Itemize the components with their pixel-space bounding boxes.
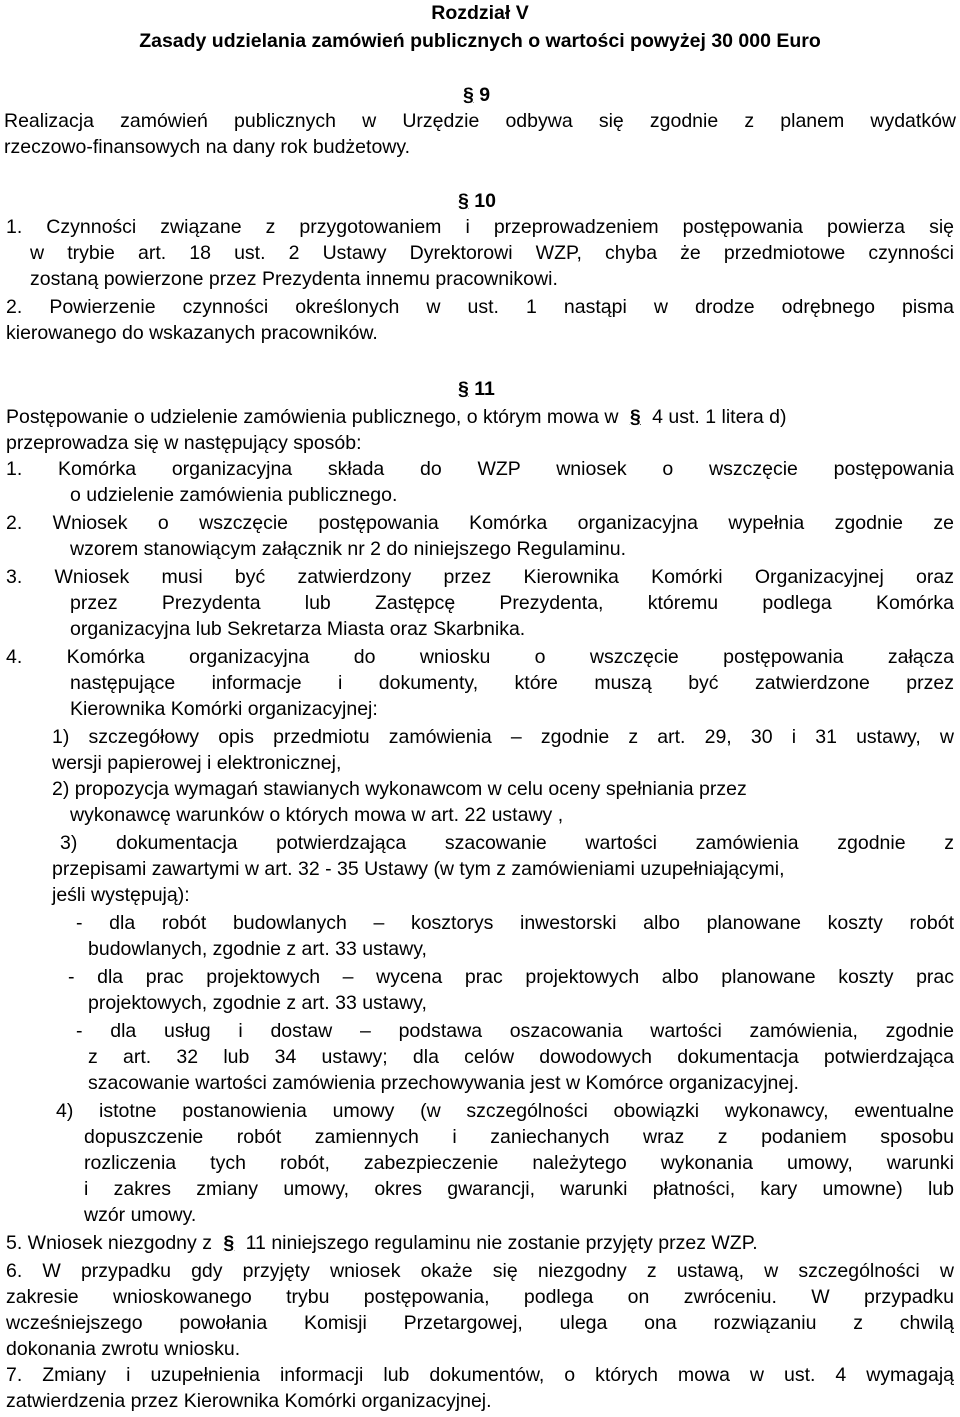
dash-item-line: szacowanie wartości zamówienia przechowywania jest w Komórce organizacyjnej. [88,1072,799,1094]
chapter-number: Rozdział V [431,2,529,24]
sub-item-line: wykonawcę warunków o których mowa w art. 22 ustawy , [70,804,564,826]
sub-item-line: 4) istotne postanowienia umowy (w szczególności obowiązki wykonawcy, ewentualne [56,1100,954,1122]
section-number: 9 [479,84,491,106]
section-sign-icon: § [458,190,469,212]
dash-item-line: z art. 32 lub 34 ustawy; dla celów dowodowych dokumentacja potwierdzająca [88,1046,954,1068]
list-item-line: 3. Wniosek musi być zatwierdzony przez Kierownika Komórki Organizacyjnej oraz [6,566,954,588]
list-item-line: wcześniejszego powołania Komisji Przetargowej, ulega ona rozwiązaniu z chwilą [6,1312,954,1334]
list-item-line: przez Prezydenta lub Zastępcę Prezydenta, któremu podlega Komórka [70,592,954,614]
sub-item-line: 2) propozycja wymagań stawianych wykonawcom w celu oceny spełniania przez [52,778,747,800]
list-item-line: zostaną powierzone przez Prezydenta innemu pracownikowi. [30,268,558,290]
paragraph-line [6,404,787,430]
dash-item-line: - dla usług i dostaw – podstawa oszacowania wartości zamówienia, zgodnie [76,1020,954,1042]
section-sign-icon: § [629,406,641,428]
list-item-line: organizacyjna lub Sekretarza Miasta oraz Skarbnika. [70,618,526,640]
list-item-line: w trybie art. 18 ust. 2 Ustawy Dyrektorowi WZP, chyba że przedmiotowe czynności [30,242,954,264]
section-sign-icon: § [463,84,474,106]
list-item-line: zakresie wnioskowanego trybu postępowania, podlega on zwróceniu. W przypadku [6,1286,954,1308]
list-item-line: 1. Komórka organizacyjna składa do WZP wniosek o wszczęcie postępowania [6,458,954,480]
list-item-line: dokonania zwrotu wniosku. [6,1338,241,1360]
section-9-heading [463,82,490,108]
sub-item-line: rozliczenia tych robót, zabezpieczenie należytego wykonania umowy, warunki [84,1152,954,1174]
sub-item-line: przepisami zawartymi w art. 32 - 35 Ustawy (w tym z zamówieniami uzupełniającymi, [52,858,785,880]
list-item-line: 4. Komórka organizacyjna do wniosku o wszczęcie postępowania załącza [6,646,954,668]
section-number: 10 [474,190,496,212]
list-item-line: 2. Powierzenie czynności określonych w ust. 1 nastąpi w drodze odrębnego pisma [6,296,954,318]
list-item-text: 11 niniejszego regulaminu nie zostanie przyjęty przez WZP. [245,1232,758,1254]
dash-item-line: budowlanych, zgodnie z art. 33 ustawy, [88,938,427,960]
sub-item-line: i zakres zmiany umowy, okres gwarancji, warunki płatności, kary umowne) lub [84,1178,954,1200]
list-item-line: 2. Wniosek o wszczęcie postępowania Komórka organizacyjna wypełnia zgodnie ze [6,512,954,534]
sub-item-line: 1) szczegółowy opis przedmiotu zamówienia – zgodnie z art. 29, 30 i 31 ustawy, w [52,726,954,748]
dash-item-line: - dla prac projektowych – wycena prac projektowych albo planowane koszty prac [68,966,954,988]
sub-item-line: dopuszczenie robót zamiennych i zaniechanych wraz z podaniem sposobu [84,1126,954,1148]
list-item-line: 7. Zmiany i uzupełnienia informacji lub dokumentów, o których mowa w ust. 4 wymagają [6,1364,954,1386]
list-item-line: 6. W przypadku gdy przyjęty wniosek okaże się niezgodny z ustawą, w szczególności w [6,1260,954,1282]
paragraph-text: Postępowanie o udzielenie zamówienia publicznego, o którym mowa w [6,406,619,428]
list-item-text: 5. Wniosek niezgodny z [6,1232,212,1254]
paragraph-text: 4 ust. 1 litera d) [652,406,787,428]
paragraph-line: przeprowadza się w następujący sposób: [6,432,362,454]
sub-item-line: jeśli występują): [52,884,190,906]
section-number: 11 [474,378,495,400]
list-item-line: o udzielenie zamówienia publicznego. [70,484,398,506]
list-item-line: zatwierdzenia przez Kierownika Komórki organizacyjnej. [6,1390,492,1412]
paragraph-line: rzeczowo-finansowych na dany rok budżetowy. [4,136,411,158]
section-sign-icon: § [458,378,469,400]
dash-item-line: - dla robót budowlanych – kosztorys inwestorski albo planowane koszty robót [76,912,954,934]
section-11-heading [458,376,495,402]
sub-item-line: wzór umowy. [84,1204,197,1226]
sub-item-line: 3) dokumentacja potwierdzająca szacowanie wartości zamówienia zgodnie z [60,832,954,854]
list-item-line [6,1230,758,1256]
list-item-line: Kierownika Komórki organizacyjnej: [70,698,378,720]
section-10-heading [458,188,496,214]
section-sign-icon: § [223,1232,235,1254]
chapter-title: Zasady udzielania zamówień publicznych o wartości powyżej 30 000 Euro [139,30,821,52]
list-item-line: kierowanego do wskazanych pracowników. [6,322,378,344]
paragraph-line: Realizacja zamówień publicznych w Urzędzie odbywa się zgodnie z planem wydatków [4,110,956,132]
dash-item-line: projektowych, zgodnie z art. 33 ustawy, [88,992,427,1014]
list-item-line: następujące informacje i dokumenty, które muszą być zatwierdzone przez [70,672,954,694]
list-item-line: 1. Czynności związane z przygotowaniem i przeprowadzeniem postępowania powierza się [6,216,954,238]
sub-item-line: wersji papierowej i elektronicznej, [52,752,342,774]
list-item-line: wzorem stanowiącym załącznik nr 2 do niniejszego Regulaminu. [70,538,627,560]
